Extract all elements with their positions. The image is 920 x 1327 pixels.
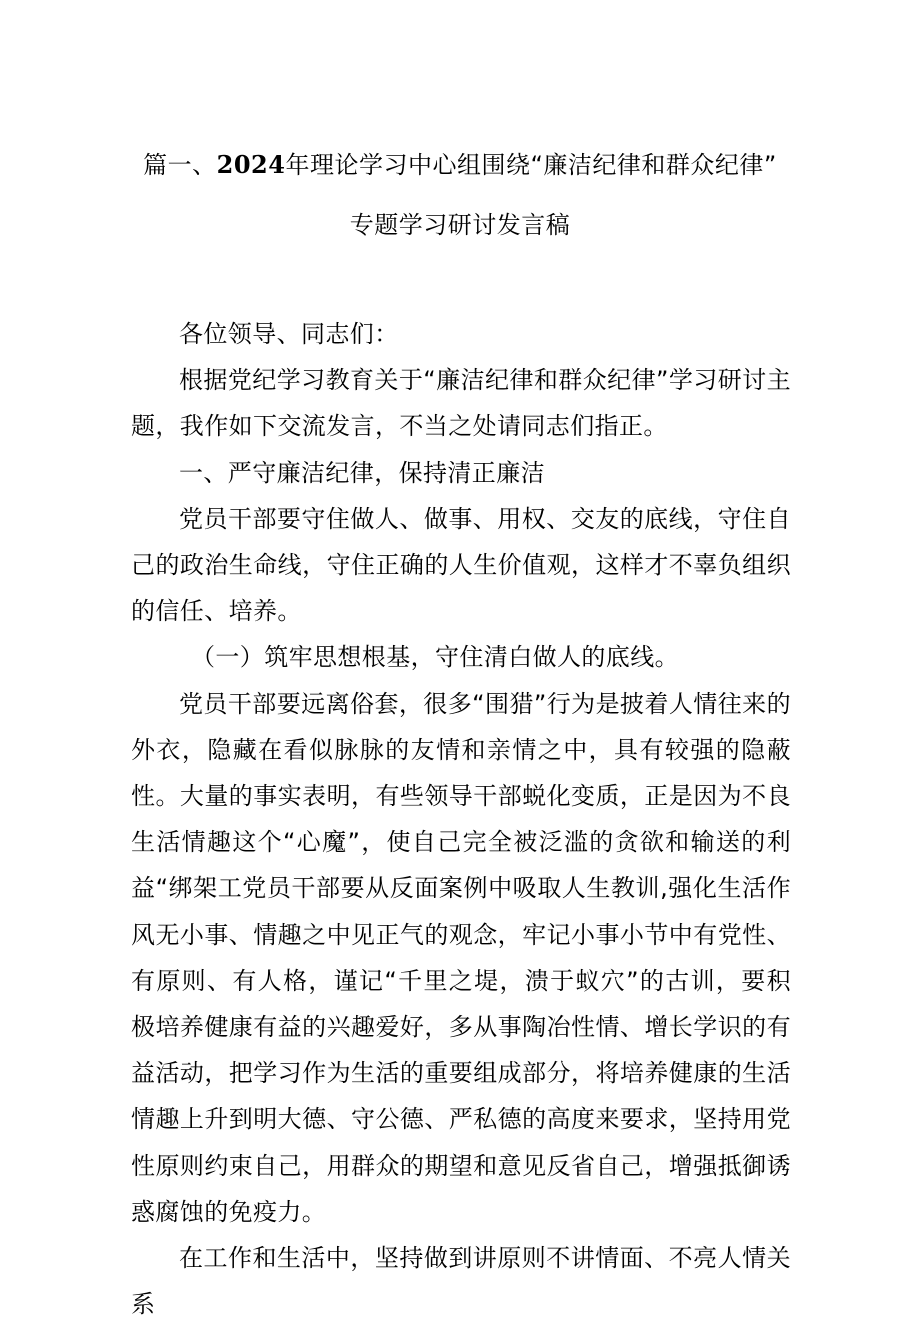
title-suffix: 年理论学习中心组围绕“廉洁纪律和群众纪律” bbox=[285, 151, 777, 179]
salutation: 各位领导、同志们： bbox=[179, 320, 399, 348]
title-year: 2024 bbox=[216, 150, 286, 179]
intro-paragraph: 根据党纪学习教育关于“廉洁纪律和群众纪律”学习研讨主题，我作如下交流发言，不当之处请同志们指正。 bbox=[131, 366, 791, 441]
document-body bbox=[131, 311, 791, 1327]
document-title-line-1 bbox=[0, 150, 920, 180]
continuation-paragraph: 在工作和生活中，坚持做到讲原则不讲情面、不亮人情关系 bbox=[131, 1244, 791, 1319]
document-title-line-2: 专题学习研讨发言稿 bbox=[349, 211, 571, 239]
subsection-1-paragraph: 党员干部要远离俗套，很多“围猎”行为是披着人情往来的外衣，隐藏在看似脉脉的友情和亲情之中，具有较强的隐蔽性。大量的事实表明，有些领导干部蜕化变质，正是因为不良生活情趣这个“心魔”，使自己完全被泛滥的贪欲和输送的利益“绑架工党员干部要从反面案例中吸取人生教训,强化生活作风无小事、情趣之中见正气的观念，牢记小事小节中有党性、有原则、有人格，谨记“千里之堤，溃于蚁穴”的古训，要积极培养健康有益的兴趣爱好，多从事陶冶性情、增长学识的有益活动，把学习作为生活的重要组成部分，将培养健康的生活情趣上升到明大德、守公德、严私德的高度来要求，坚持用党性原则约束自己，用群众的期望和意见反省自己，增强抵御诱惑腐蚀的免疫力。 bbox=[131, 689, 791, 1226]
title-prefix: 篇一、 bbox=[143, 151, 217, 179]
subsection-heading-1: （一）筑牢思想根基，守住清白做人的底线。 bbox=[191, 643, 679, 672]
section-1-paragraph: 党员干部要守住做人、做事、用权、交友的底线，守住自己的政治生命线，守住正确的人生价值观，这样才不辜负组织的信任、培养。 bbox=[131, 504, 791, 626]
section-heading-1: 一、严守廉洁纪律，保持清正廉洁 bbox=[179, 458, 545, 487]
